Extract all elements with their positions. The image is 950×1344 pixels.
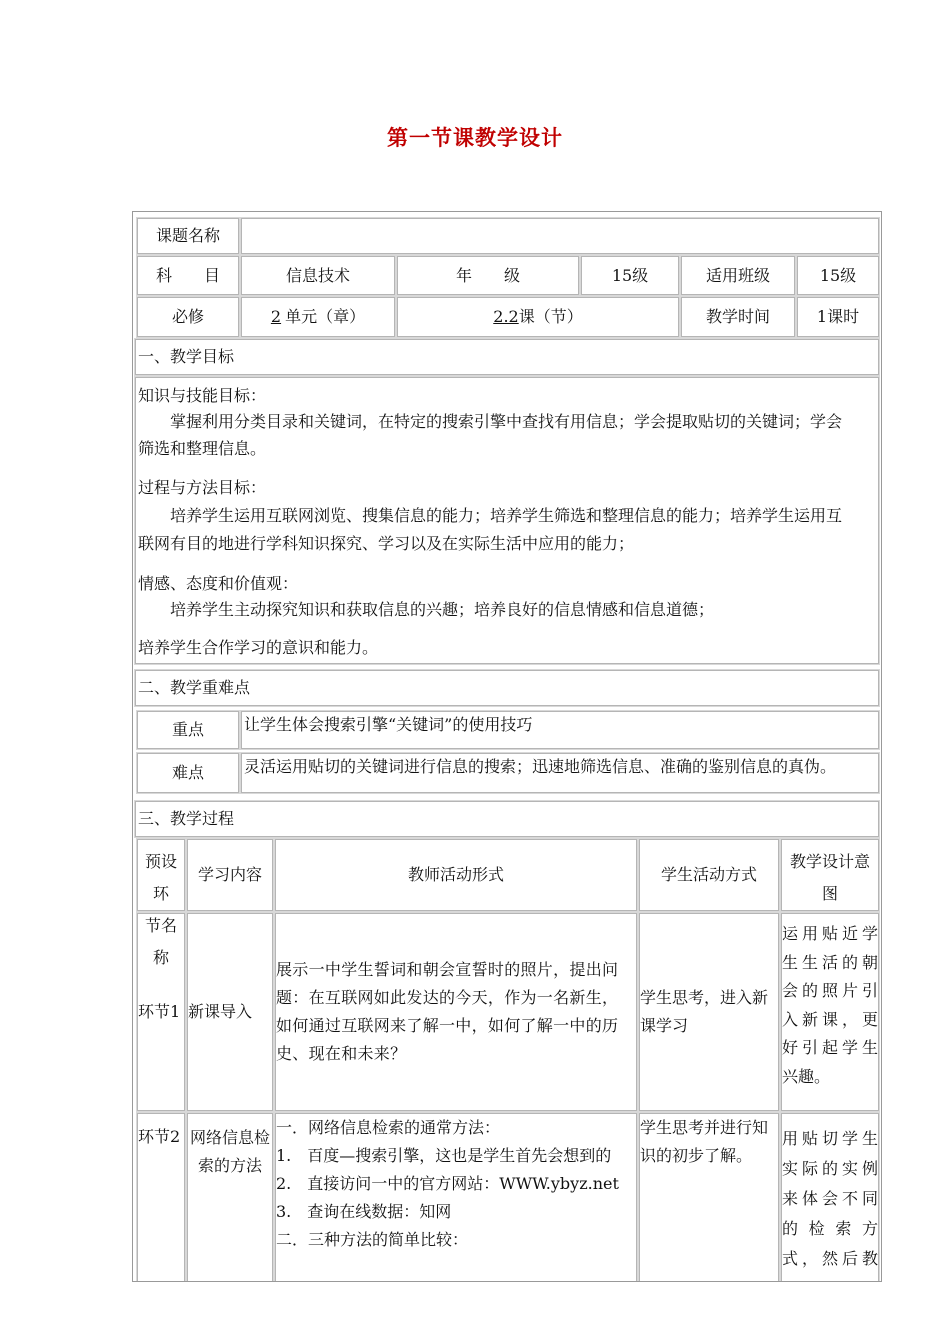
table-row-1-student [639,913,779,1111]
header-stage [137,839,185,967]
intent-1-line: 运用贴近学 [782,924,878,943]
table-row-1-content [187,913,273,1111]
header-intent-line2: 图 [821,884,838,903]
table-row-1-stage [137,913,185,1111]
content-2-line: 索的方法 [197,1156,262,1175]
header-intent-line1: 教学设计意 [789,852,870,871]
knowledge-text-2: 筛选和整理信息。 [138,439,267,458]
table-row-2-teacher [275,1113,637,1282]
teacher-2-line: 1. 百度—搜索引擎，这也是学生首先会想到的 [276,1146,612,1165]
intent-2-line: 用贴切学生 [782,1129,878,1148]
table-row-2-student [639,1113,779,1282]
lesson-text: 课（节） [518,307,583,326]
intent-2-line: 的检索方 [782,1219,878,1238]
required-label: 必修 [137,297,239,337]
header-student: 学生活动方式 [639,839,779,911]
emotion-text-2: 培养学生合作学习的意识和能力。 [138,638,379,657]
lesson-cell [397,297,679,337]
intent-1-line: 兴趣。 [782,1066,831,1086]
content-1-label: 新课导入 [188,1002,253,1021]
teacher-1-line: 题：在互联网如此发达的今天，作为一名新生， [276,988,619,1007]
intent-2-line: 实际的实例 [782,1159,878,1178]
document-title: 第一节课教学设计 [387,125,563,150]
teacher-1-line: 史、现在和未来？ [276,1044,407,1063]
table-row-1-intent [781,913,879,1111]
class-value: 15级 [797,256,879,295]
teacher-1-line: 展示一中学生誓词和朝会宣誓时的照片，提出问 [276,960,619,979]
time-value: 1课时 [797,297,879,337]
teacher-2-line: 一．网络信息检索的通常方法： [276,1118,501,1137]
teacher-2-line: 3. 查询在线数据：知网 [276,1202,452,1221]
key-point-label: 重点 [137,711,239,749]
student-1-line: 课学习 [640,1016,689,1035]
unit-cell [241,297,395,337]
difficulty-heading: 二、教学重难点 [135,670,879,706]
grade-value: 15级 [581,256,679,295]
course-name-value [241,218,879,254]
intent-1-line: 入新课，更 [782,1009,878,1029]
subject-value: 信息技术 [241,256,395,295]
intent-1-line: 会的照片引 [782,981,878,1000]
course-name-label: 课题名称 [137,218,239,254]
time-label: 教学时间 [681,297,795,337]
emotion-text-1: 培养学生主动探究知识和获取信息的兴趣；培养良好的信息情感和信息道德； [138,600,715,619]
lesson-number: 2.2 [493,307,519,326]
knowledge-label: 知识与技能目标： [138,386,267,405]
student-1-line: 学生思考，进入新 [640,988,769,1007]
unit-text: 单元（章） [285,307,366,326]
teacher-2-line: 2. 直接访问一中的官方网站：WWW.ybyz.net [276,1174,619,1193]
subject-label: 科 目 [137,256,239,295]
content-2-line: 网络信息检 [189,1128,270,1147]
stage-1-label: 环节1 [138,1002,181,1021]
process-label: 过程与方法目标： [138,478,267,497]
teacher-2-line: 二．三种方法的简单比较： [276,1230,469,1249]
class-label: 适用班级 [681,256,795,295]
grade-label: 年 级 [397,256,579,295]
table-row-2-intent [781,1113,879,1282]
emotion-label: 情感、态度和价值观： [138,574,299,593]
intent-1-line: 好引起学生 [782,1038,878,1057]
table-row-1-teacher [275,913,637,1111]
intent-2-line: 来体会不同 [782,1189,878,1208]
header-stage-line2: 节名称 [144,916,177,967]
hard-point-label: 难点 [137,753,239,793]
intent-2-line: 式，然后教 [782,1249,878,1268]
stage-2-label: 环节2 [138,1127,181,1146]
teacher-1-line: 如何通过互联网来了解一中，如何了解一中的历 [276,1016,619,1035]
table-row-2-content [187,1113,273,1282]
process-text-2: 联网有目的地进行学科知识探究、学习以及在实际生活中应用的能力； [138,534,635,553]
header-stage-line1: 预设环 [144,852,177,903]
header-content: 学习内容 [187,839,273,911]
hard-point-text: 灵活运用贴切的关键词进行信息的搜索；迅速地筛选信息、准确的鉴别信息的真伪。 [241,753,879,793]
intent-1-line: 生生活的朝 [782,952,878,972]
unit-number: 2 [270,307,282,326]
lesson-plan-table [132,211,882,1282]
process-heading: 三、教学过程 [135,801,879,837]
student-2-line: 学生思考并进行知 [640,1118,769,1137]
goals-heading: 一、教学目标 [135,339,879,375]
key-point-text: 让学生体会搜索引擎“关键词”的使用技巧 [241,711,879,749]
header-teacher: 教师活动形式 [275,839,637,911]
table-row-2-stage [137,1113,185,1282]
student-2-line: 识的初步了解。 [640,1146,753,1165]
goals-body [135,377,879,664]
header-intent [781,839,879,911]
process-text-1: 培养学生运用互联网浏览、搜集信息的能力；培养学生筛选和整理信息的能力；培养学生运用互 [138,506,843,525]
knowledge-text-1: 掌握利用分类目录和关键词，在特定的搜索引擎中查找有用信息；学会提取贴切的关键词；学会 [138,412,843,431]
